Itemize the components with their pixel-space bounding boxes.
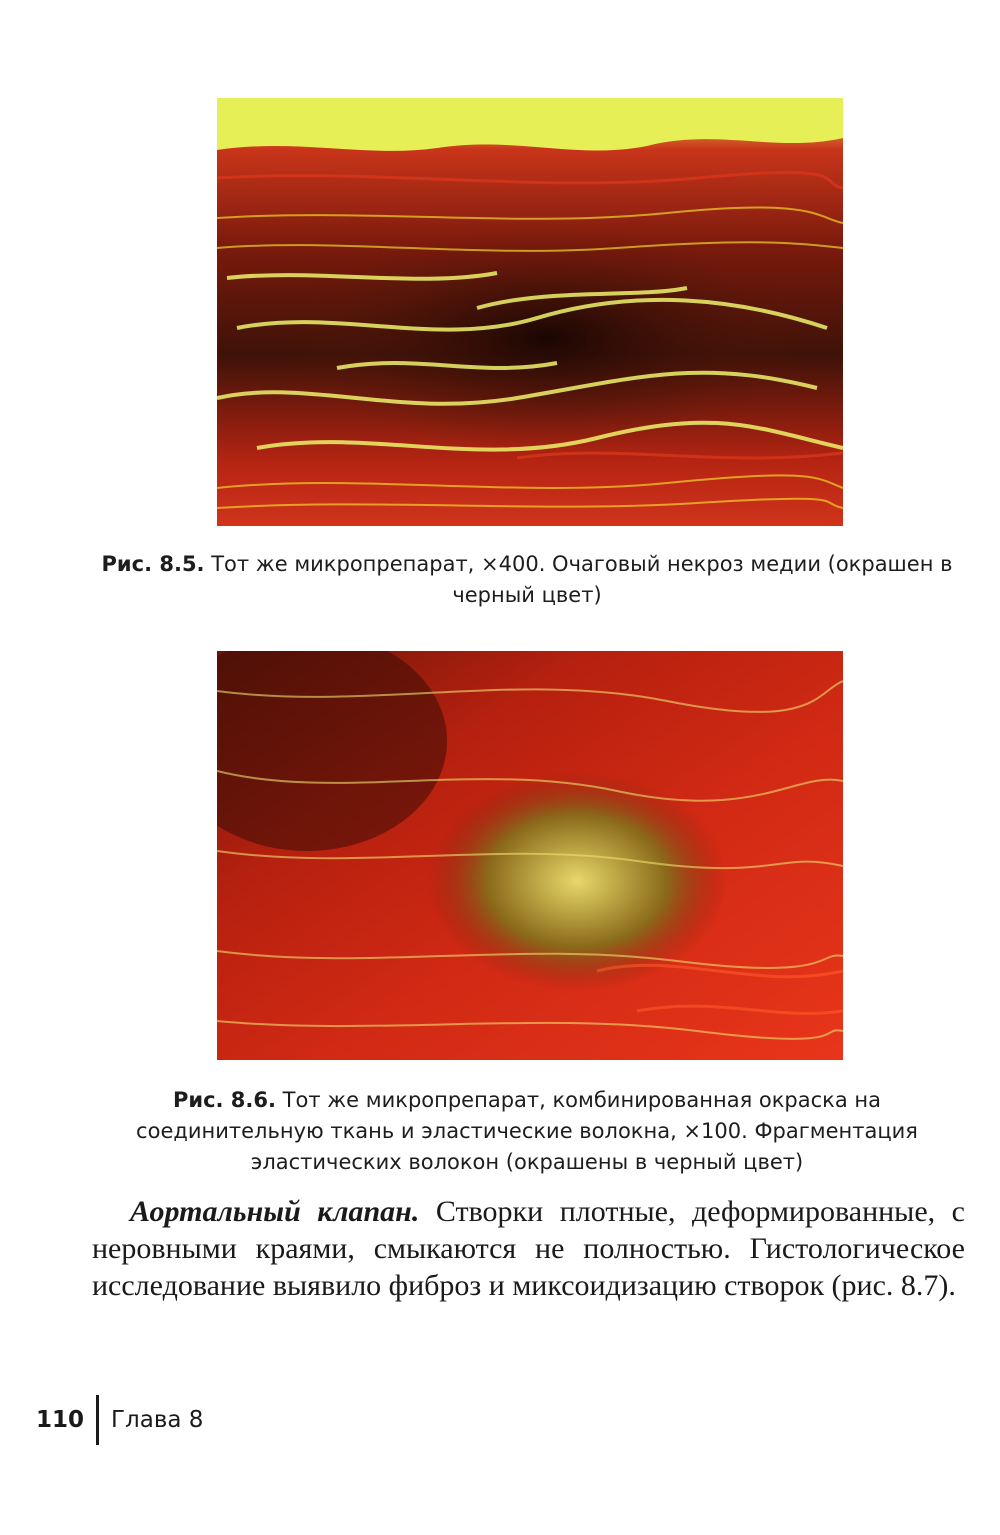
page-number: 110 [36, 1407, 85, 1433]
chapter-label: Глава 8 [111, 1407, 204, 1433]
figure-label: Рис. 8.6. [172, 1088, 276, 1112]
page-footer [36, 1395, 203, 1445]
micrograph-figure-8-6 [217, 651, 843, 1060]
figure-caption-text: Тот же микропрепарат, комбинированная окраска на соединительную ткань и эластические волокна, ×100. Фрагментация эластических волокон (окрашены в черный цвет) [136, 1088, 918, 1174]
figure-label: Рис. 8.5. [101, 552, 205, 576]
micrograph-image-1 [217, 98, 843, 526]
micrograph-figure-8-5 [217, 98, 843, 526]
micrograph-image-2 [217, 651, 843, 1060]
figure-caption-text: Тот же микропрепарат, ×400. Очаговый некроз медии (окрашен в черный цвет) [204, 552, 953, 607]
figure-caption-8-5 [92, 549, 962, 611]
paragraph-lead: Аортальный клапан. [130, 1195, 420, 1228]
figure-caption-8-6 [92, 1085, 962, 1178]
body-paragraph [92, 1193, 965, 1304]
paragraph-text: Створки плотные, деформированные, с неровными краями, смыкаются не полностью. Гистологическое исследование выявило фиброз и миксоидизацию створок (рис. 8.7). [92, 1195, 965, 1302]
